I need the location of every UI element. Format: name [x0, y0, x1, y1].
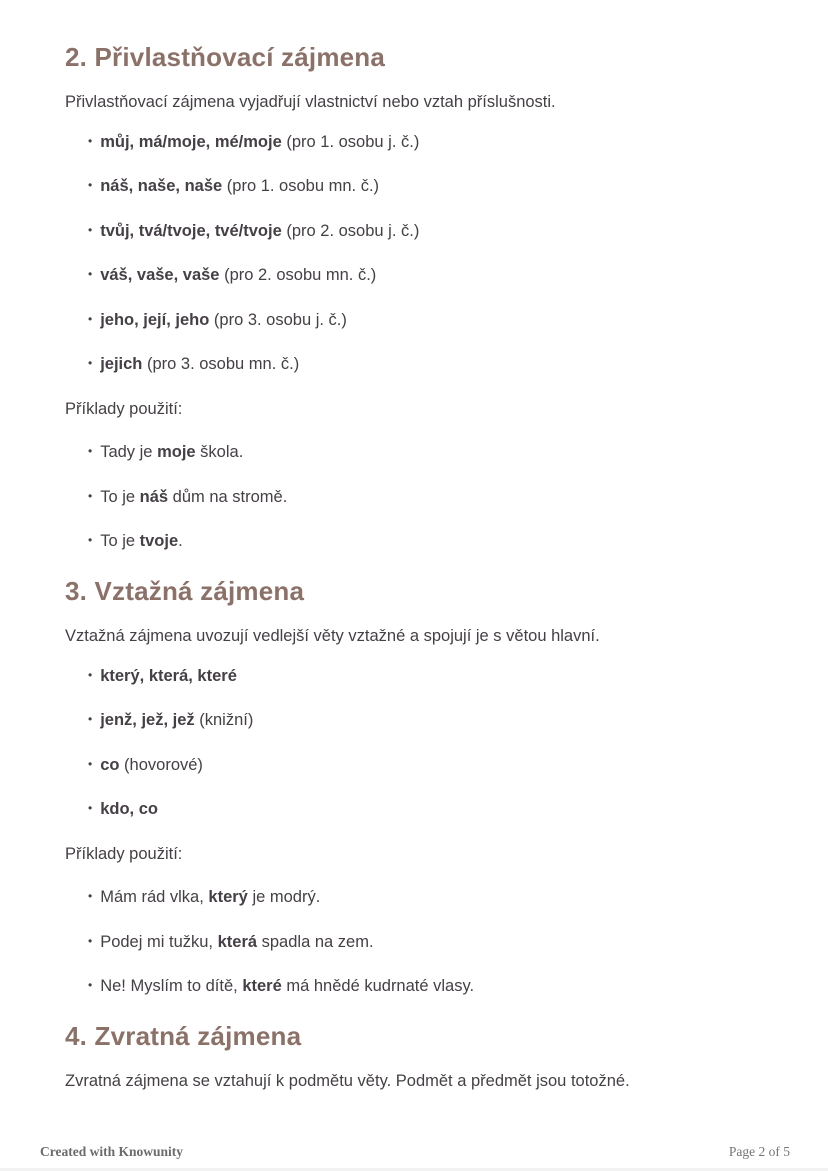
example-item [88, 976, 766, 998]
pronoun-note: (pro 3. osobu mn. č.) [142, 355, 300, 374]
example-bold: které [242, 977, 282, 996]
section-intro: Přivlastňovací zájmena vyjadřují vlastnictví nebo vztah příslušnosti. [65, 93, 556, 112]
list-item [88, 755, 766, 777]
section-intro: Zvratná zájmena se vztahují k podmětu věty. Podmět a předmět jsou totožné. [65, 1072, 630, 1091]
example-item [88, 487, 766, 509]
list-item [88, 799, 766, 821]
pronoun-note: (pro 2. osobu j. č.) [281, 221, 420, 240]
list-item [88, 354, 766, 376]
example-bold: tvoje [139, 532, 179, 551]
examples-label: Příklady použití: [65, 844, 183, 863]
list-item [88, 310, 766, 332]
example-bold: která [217, 932, 258, 951]
example-pre: Ne! Myslím to dítě, [100, 977, 243, 996]
list-item [88, 666, 766, 688]
pronoun-forms: náš, naše, naše [100, 177, 223, 196]
pronoun-forms: kdo, co [100, 800, 158, 819]
example-pre: To je [100, 487, 140, 506]
example-post: škola. [195, 443, 244, 462]
example-pre: Mám rád vlka, [100, 888, 209, 907]
section-heading: 2. Přivlastňovací zájmena [65, 42, 386, 72]
example-pre: Podej mi tužku, [100, 932, 218, 951]
pronoun-note: (pro 2. osobu mn. č.) [219, 266, 377, 285]
pronoun-note: (pro 3. osobu j. č.) [209, 310, 347, 329]
example-bold: moje [157, 443, 196, 462]
example-bold: náš [139, 487, 169, 506]
pronoun-list [65, 666, 766, 822]
examples-list [65, 442, 766, 553]
list-item [88, 710, 766, 732]
pronoun-note: (hovorové) [119, 755, 203, 774]
example-post: má hnědé kudrnaté vlasy. [281, 977, 475, 996]
section-heading: 4. Zvratná zájmena [65, 1020, 302, 1051]
section-vztazna-zajmena [65, 576, 766, 998]
pronoun-forms: jeho, její, jeho [100, 310, 210, 329]
pronoun-note: (pro 1. osobu mn. č.) [222, 177, 380, 196]
footer-created-with: Created with Knowunity [40, 1144, 184, 1159]
pronoun-forms: tvůj, tvá/tvoje, tvé/tvoje [100, 221, 282, 240]
pronoun-forms: váš, vaše, vaše [100, 266, 220, 285]
example-pre: Tady je [100, 443, 158, 462]
pronoun-note: (knižní) [194, 711, 254, 730]
section-intro: Vztažná zájmena uvozují vedlejší věty vztažné a spojují je s větou hlavní. [65, 627, 600, 646]
examples-label: Příklady použití: [65, 399, 183, 418]
list-item [88, 265, 766, 287]
example-post: spadla na zem. [257, 932, 374, 951]
section-privlastnovaci-zajmena [65, 42, 766, 553]
list-item [88, 132, 766, 154]
example-item [88, 442, 766, 464]
pronoun-forms: který, která, které [100, 666, 237, 685]
example-item [88, 531, 766, 553]
example-pre: To je [100, 532, 140, 551]
footer-page-number: Page 2 of 5 [728, 1144, 790, 1159]
pronoun-note: (pro 1. osobu j. č.) [281, 132, 420, 151]
example-post: . [178, 532, 183, 551]
pronoun-forms: jejich [100, 355, 143, 374]
list-item [88, 221, 766, 243]
pronoun-list [65, 132, 766, 377]
example-item [88, 932, 766, 954]
pronoun-forms: co [100, 755, 120, 774]
example-item [88, 887, 766, 909]
pronoun-forms: můj, má/moje, mé/moje [100, 132, 282, 151]
example-bold: který [208, 888, 248, 907]
list-item [88, 176, 766, 198]
examples-list [65, 887, 766, 998]
section-zvratna-zajmena [65, 1021, 766, 1094]
example-post: je modrý. [247, 888, 321, 907]
pronoun-forms: jenž, jež, jež [100, 711, 195, 730]
section-heading: 3. Vztažná zájmena [65, 575, 305, 606]
example-post: dům na stromě. [168, 487, 288, 506]
